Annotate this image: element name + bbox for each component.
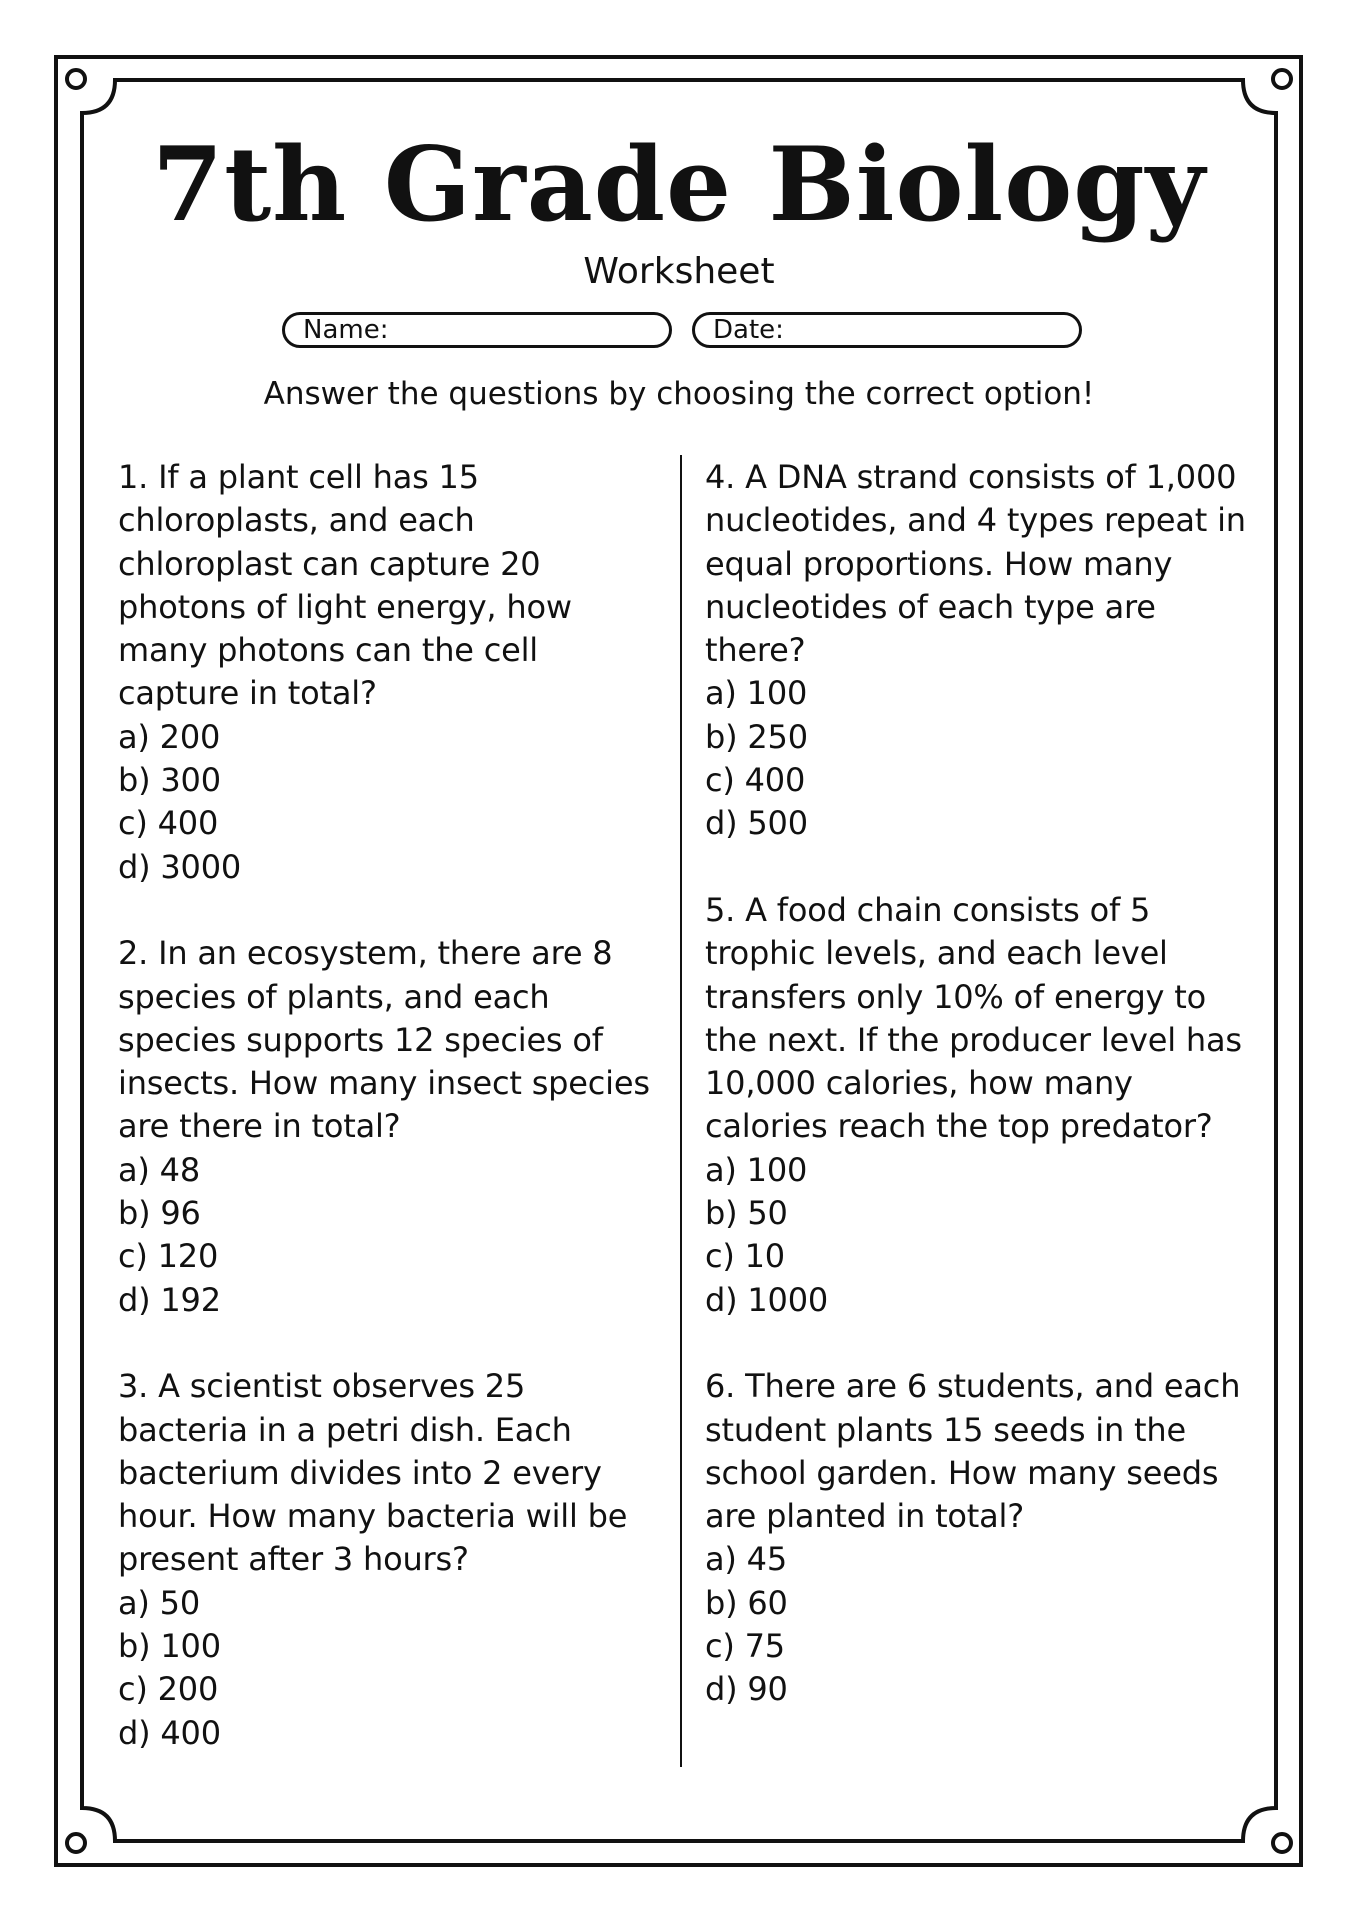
question-2 <box>118 932 658 1322</box>
instructions: Answer the questions by choosing the correct option! <box>263 376 1095 412</box>
question-text: 4. A DNA strand consists of 1,000 nucleotides, and 4 types repeat in equal proportions. How many nucleotides of each type are there? <box>705 458 1246 670</box>
answer-option[interactable]: b) 96 <box>118 1194 201 1233</box>
answer-option[interactable]: d) 400 <box>118 1713 221 1752</box>
answer-option[interactable]: d) 3000 <box>118 847 242 886</box>
question-text: 6. There are 6 students, and each student plants 15 seeds in the school garden. How many seeds are planted in total? <box>705 1367 1241 1536</box>
question-6 <box>705 1365 1250 1711</box>
date-field[interactable] <box>692 312 1082 348</box>
answer-option[interactable]: b) 300 <box>118 761 221 800</box>
worksheet-title: 7th Grade Biology <box>152 125 1206 245</box>
question-text: 1. If a plant cell has 15 chloroplasts, and each chloroplast can capture 20 photons of light energy, how many photons can the cell capture in total? <box>118 458 572 713</box>
answer-option[interactable]: d) 90 <box>705 1670 788 1709</box>
answer-option[interactable]: d) 1000 <box>705 1280 829 1319</box>
answer-option[interactable]: a) 50 <box>118 1583 200 1622</box>
answer-option[interactable]: a) 45 <box>705 1540 787 1579</box>
name-field[interactable] <box>282 312 672 348</box>
corner-ring-icon <box>1273 1834 1291 1852</box>
answer-option[interactable]: c) 400 <box>118 804 219 843</box>
worksheet-subtitle: Worksheet <box>583 251 775 292</box>
answer-option[interactable]: c) 200 <box>118 1670 219 1709</box>
answer-option[interactable]: d) 192 <box>118 1280 221 1319</box>
corner-ring-icon <box>1273 70 1291 88</box>
question-4 <box>705 456 1250 846</box>
answer-option[interactable]: b) 50 <box>705 1194 788 1233</box>
answer-option[interactable]: d) 500 <box>705 804 808 843</box>
answer-option[interactable]: b) 250 <box>705 717 808 756</box>
right-column <box>705 456 1250 1755</box>
left-column <box>118 456 658 1798</box>
answer-option[interactable]: c) 75 <box>705 1627 785 1666</box>
corner-ring-icon <box>67 70 85 88</box>
answer-option[interactable]: a) 100 <box>705 1150 808 1189</box>
answer-option[interactable]: a) 200 <box>118 717 221 756</box>
question-1 <box>118 456 658 889</box>
answer-option[interactable]: c) 120 <box>118 1237 219 1276</box>
answer-option[interactable]: a) 100 <box>705 674 808 713</box>
column-divider <box>680 455 682 1767</box>
question-text: 2. In an ecosystem, there are 8 species of plants, and each species supports 12 species of insects. How many insect species are there in total? <box>118 934 650 1146</box>
date-label: Date: <box>713 315 784 345</box>
question-text: 5. A food chain consists of 5 trophic levels, and each level transfers only 10% of energy to the next. If the producer level has 10,000 calories, how many calories reach the top predator? <box>705 890 1242 1146</box>
answer-option[interactable]: c) 10 <box>705 1237 785 1276</box>
question-3 <box>118 1365 658 1755</box>
answer-option[interactable]: c) 400 <box>705 761 806 800</box>
name-label: Name: <box>303 315 389 345</box>
answer-option[interactable]: b) 100 <box>118 1627 221 1666</box>
answer-option[interactable]: a) 48 <box>118 1150 200 1189</box>
answer-option[interactable]: b) 60 <box>705 1583 788 1622</box>
question-text: 3. A scientist observes 25 bacteria in a petri dish. Each bacterium divides into 2 every hour. How many bacteria will be present after 3 hours? <box>118 1367 628 1579</box>
question-5 <box>705 889 1250 1322</box>
corner-ring-icon <box>67 1834 85 1852</box>
